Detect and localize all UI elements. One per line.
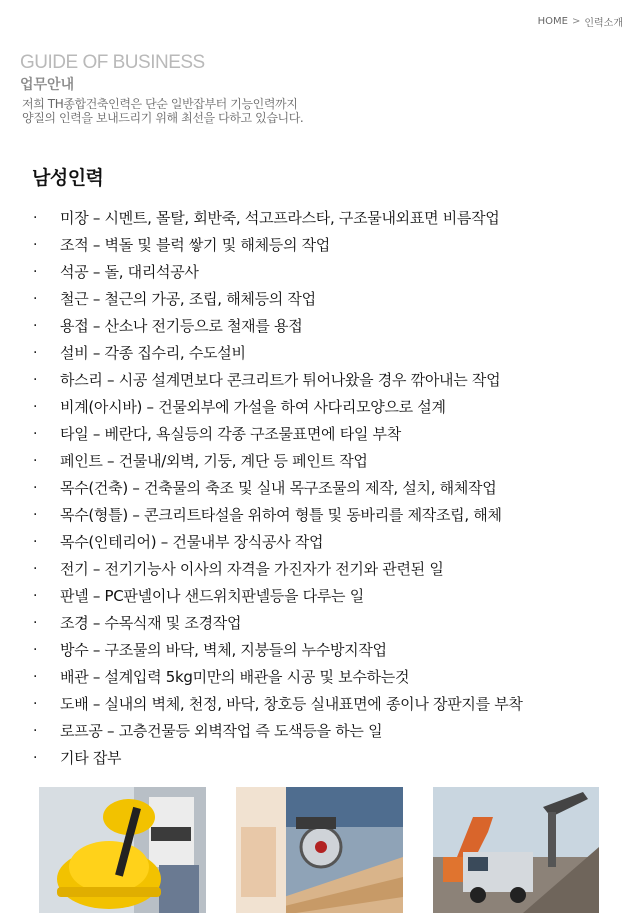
bullet-icon: ·: [33, 452, 38, 469]
breadcrumb: [538, 14, 623, 29]
bullet-icon: ·: [33, 587, 38, 604]
list-item: [0, 285, 639, 312]
list-item-text: 비계(아시바) – 건물외부에 가설을 하여 사다리모양으로 설계: [60, 398, 446, 416]
bullet-icon: ·: [33, 371, 38, 388]
intro-line-1: 저희 TH종합건축인력은 단순 일반잡부터 기능인력까지: [22, 97, 298, 111]
guide-title-thin: GUIDE OF: [20, 52, 108, 73]
list-item: [0, 393, 639, 420]
list-item-text: 설비 – 각종 집수리, 수도설비: [60, 344, 246, 362]
guide-of-business-title: [20, 52, 205, 74]
bullet-icon: ·: [33, 560, 38, 577]
bullet-icon: ·: [33, 398, 38, 415]
list-item: [0, 231, 639, 258]
list-item-text: 타일 – 베란다, 욕실등의 각종 구조물표면에 타일 부착: [60, 425, 401, 443]
list-item: [0, 501, 639, 528]
list-item-text: 판넬 – PC판넬이나 샌드위치판넬등을 다루는 일: [60, 587, 364, 605]
bullet-icon: ·: [33, 290, 38, 307]
list-item: [0, 528, 639, 555]
list-item-text: 석공 – 돌, 대리석공사: [60, 263, 199, 281]
bullet-icon: ·: [33, 506, 38, 523]
bullet-icon: ·: [33, 533, 38, 550]
list-item: [0, 717, 639, 744]
list-item-text: 목수(형틀) – 콘크리트타설을 위하여 형틀 및 동바리를 제작조립, 해체: [60, 506, 502, 524]
list-item-text: 조적 – 벽돌 및 블럭 쌓기 및 해체등의 작업: [60, 236, 330, 254]
bullet-icon: ·: [33, 263, 38, 280]
list-item-text: 로프공 – 고층건물등 외벽작업 즉 도색등을 하는 일: [60, 722, 383, 740]
intro-text: [22, 97, 622, 125]
list-item: [0, 609, 639, 636]
hard-hat-worker-photo: [39, 787, 206, 913]
list-item-text: 철근 – 철근의 가공, 조립, 해체등의 작업: [60, 290, 316, 308]
job-list: [0, 204, 639, 771]
bullet-icon: ·: [33, 722, 38, 739]
list-item-text: 배관 – 설계입력 5kg미만의 배관을 시공 및 보수하는것: [60, 668, 410, 686]
bullet-icon: ·: [33, 425, 38, 442]
list-item: [0, 339, 639, 366]
breadcrumb-separator: >: [571, 16, 581, 27]
list-item-text: 조경 – 수목식재 및 조경작업: [60, 614, 242, 632]
list-item-text: 전기 – 전기기능사 이사의 자격을 가진자가 전기와 관련된 일: [60, 560, 444, 578]
list-item: [0, 420, 639, 447]
bullet-icon: ·: [33, 209, 38, 226]
male-workforce-title: 남성인력: [32, 167, 104, 189]
section-title: 업무안내: [20, 77, 75, 93]
list-item: [0, 447, 639, 474]
breadcrumb-home-link[interactable]: HOME: [537, 16, 568, 27]
list-item-text: 방수 – 구조물의 바닥, 벽체, 지붕들의 누수방지작업: [60, 641, 387, 659]
list-item: [0, 555, 639, 582]
list-item-text: 기타 잡부: [60, 749, 122, 767]
list-item-text: 용접 – 산소나 전기등으로 철재를 용접: [60, 317, 303, 335]
guide-title-bold: BUSINESS: [112, 52, 205, 73]
list-item: [0, 663, 639, 690]
bullet-icon: ·: [33, 236, 38, 253]
excavator-site-photo: [433, 787, 599, 913]
list-item-text: 페인트 – 건물내/외벽, 기둥, 계단 등 페인트 작업: [60, 452, 368, 470]
list-item: [0, 366, 639, 393]
bullet-icon: ·: [33, 317, 38, 334]
breadcrumb-current: 인력소개: [584, 18, 623, 29]
bullet-icon: ·: [33, 695, 38, 712]
intro-line-2: 양질의 인력을 보내드리기 위해 최선을 다하고 있습니다.: [22, 111, 304, 125]
bullet-icon: ·: [33, 344, 38, 361]
circular-saw-photo: [236, 787, 403, 913]
bullet-icon: ·: [33, 614, 38, 631]
list-item: [0, 636, 639, 663]
list-item: [0, 744, 639, 771]
list-item: [0, 258, 639, 285]
list-item: [0, 474, 639, 501]
bullet-icon: ·: [33, 641, 38, 658]
list-item-text: 목수(인테리어) – 건물내부 장식공사 작업: [60, 533, 324, 551]
list-item: [0, 690, 639, 717]
bullet-icon: ·: [33, 668, 38, 685]
list-item: [0, 204, 639, 231]
list-item-text: 하스리 – 시공 설계면보다 콘크리트가 튀어나왔을 경우 깎아내는 작업: [60, 371, 501, 389]
list-item-text: 도배 – 실내의 벽체, 천정, 바닥, 창호등 실내표면에 종이나 장판지를 부착: [60, 695, 523, 713]
list-item-text: 미장 – 시멘트, 몰탈, 회반죽, 석고프라스타, 구조물내외표면 비름작업: [60, 209, 500, 227]
bullet-icon: ·: [33, 749, 38, 766]
list-item: [0, 312, 639, 339]
list-item-text: 목수(건축) – 건축물의 축조 및 실내 목구조물의 제작, 설치, 해체작업: [60, 479, 497, 497]
photo-strip: [0, 787, 639, 913]
bullet-icon: ·: [33, 479, 38, 496]
list-item: [0, 582, 639, 609]
